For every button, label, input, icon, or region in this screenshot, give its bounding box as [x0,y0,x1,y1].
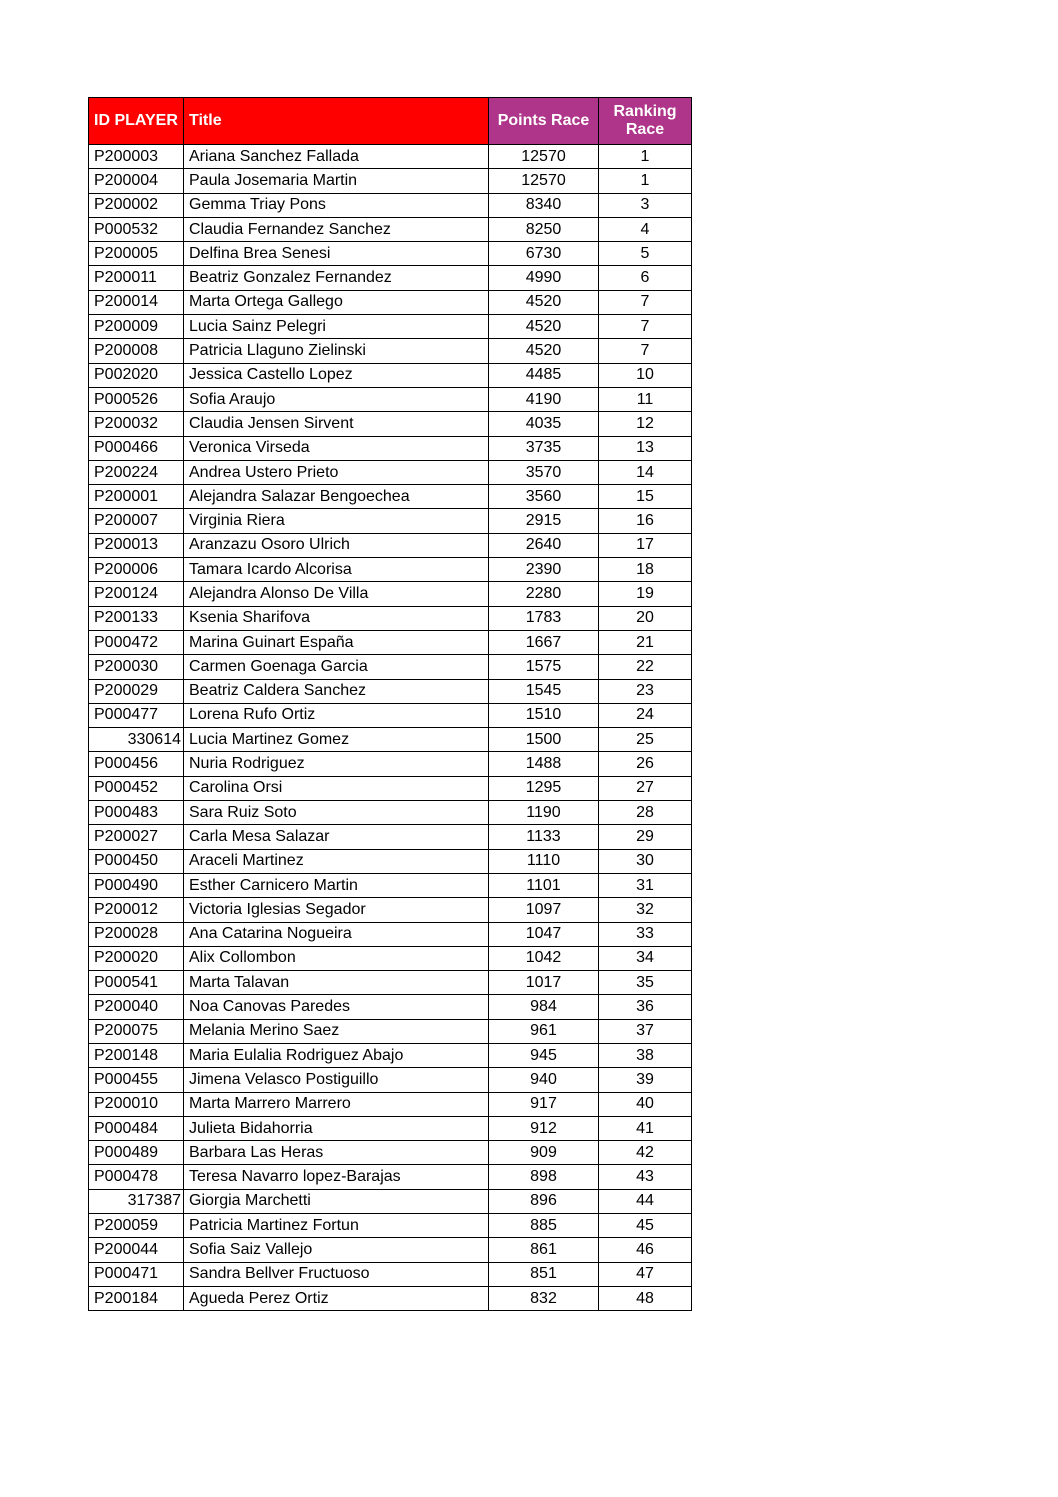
points-cell: 896 [489,1189,599,1213]
ranking-cell: 12 [599,412,692,436]
points-cell: 1017 [489,971,599,995]
header-row [89,98,692,145]
player-id-cell: P000466 [89,436,184,460]
ranking-cell: 41 [599,1116,692,1140]
table-row [89,630,692,654]
points-cell: 12570 [489,145,599,169]
points-cell: 1190 [489,801,599,825]
player-id-cell: P000455 [89,1068,184,1092]
player-name-cell: Veronica Virseda [184,436,489,460]
ranking-cell: 43 [599,1165,692,1189]
points-cell: 3570 [489,460,599,484]
player-id-cell: P000472 [89,630,184,654]
ranking-cell: 11 [599,387,692,411]
ranking-cell: 36 [599,995,692,1019]
table-row [89,922,692,946]
points-cell: 1783 [489,606,599,630]
points-cell: 1295 [489,776,599,800]
table-row [89,825,692,849]
player-name-cell: Melania Merino Saez [184,1019,489,1043]
player-id-cell: P200059 [89,1214,184,1238]
table-row [89,801,692,825]
player-id-cell: P200133 [89,606,184,630]
player-name-cell: Paula Josemaria Martin [184,169,489,193]
player-id-cell: P200001 [89,485,184,509]
player-name-cell: Alejandra Salazar Bengoechea [184,485,489,509]
table-row [89,145,692,169]
player-id-cell: 330614 [89,728,184,752]
player-name-cell: Andrea Ustero Prieto [184,460,489,484]
player-id-cell: P200009 [89,315,184,339]
player-name-cell: Carmen Goenaga Garcia [184,655,489,679]
points-cell: 2915 [489,509,599,533]
player-id-cell: P200003 [89,145,184,169]
player-id-cell: P000483 [89,801,184,825]
table-row [89,971,692,995]
table-row [89,1165,692,1189]
player-name-cell: Agueda Perez Ortiz [184,1286,489,1310]
column-header-id-player: ID PLAYER [89,98,184,145]
player-id-cell: P200040 [89,995,184,1019]
player-name-cell: Delfina Brea Senesi [184,242,489,266]
player-id-cell: P200027 [89,825,184,849]
points-cell: 898 [489,1165,599,1189]
table-row [89,193,692,217]
player-id-cell: P000484 [89,1116,184,1140]
points-cell: 1133 [489,825,599,849]
ranking-cell: 17 [599,533,692,557]
column-header-title: Title [184,98,489,145]
points-cell: 1101 [489,873,599,897]
table-row [89,898,692,922]
ranking-cell: 33 [599,922,692,946]
points-cell: 912 [489,1116,599,1140]
ranking-cell: 25 [599,728,692,752]
ranking-cell: 22 [599,655,692,679]
table-row [89,266,692,290]
ranking-cell: 23 [599,679,692,703]
player-id-cell: P200007 [89,509,184,533]
points-cell: 1110 [489,849,599,873]
ranking-cell: 28 [599,801,692,825]
player-id-cell: P200075 [89,1019,184,1043]
points-cell: 1488 [489,752,599,776]
table-row [89,217,692,241]
player-name-cell: Lucia Sainz Pelegri [184,315,489,339]
player-id-cell: P002020 [89,363,184,387]
ranking-cell: 4 [599,217,692,241]
ranking-cell: 35 [599,971,692,995]
table-row [89,1092,692,1116]
player-id-cell: P200004 [89,169,184,193]
table-row [89,776,692,800]
table-row [89,582,692,606]
player-name-cell: Sofia Saiz Vallejo [184,1238,489,1262]
points-cell: 945 [489,1043,599,1067]
player-name-cell: Virginia Riera [184,509,489,533]
player-name-cell: Ana Catarina Nogueira [184,922,489,946]
ranking-cell: 37 [599,1019,692,1043]
points-cell: 4035 [489,412,599,436]
points-cell: 6730 [489,242,599,266]
ranking-cell: 48 [599,1286,692,1310]
column-header-ranking-race: Ranking Race [599,98,692,145]
ranking-cell: 7 [599,315,692,339]
player-name-cell: Lucia Martinez Gomez [184,728,489,752]
table-row [89,412,692,436]
points-cell: 961 [489,1019,599,1043]
player-id-cell: P200124 [89,582,184,606]
player-id-cell: P200006 [89,558,184,582]
player-name-cell: Julieta Bidahorria [184,1116,489,1140]
ranking-cell: 16 [599,509,692,533]
ranking-cell: 15 [599,485,692,509]
ranking-cell: 1 [599,145,692,169]
points-cell: 1667 [489,630,599,654]
player-name-cell: Tamara Icardo Alcorisa [184,558,489,582]
points-cell: 832 [489,1286,599,1310]
ranking-cell: 21 [599,630,692,654]
points-cell: 1500 [489,728,599,752]
points-cell: 4990 [489,266,599,290]
ranking-cell: 3 [599,193,692,217]
player-name-cell: Sandra Bellver Fructuoso [184,1262,489,1286]
player-name-cell: Alix Collombon [184,946,489,970]
player-name-cell: Marta Talavan [184,971,489,995]
points-cell: 4520 [489,290,599,314]
player-id-cell: P200029 [89,679,184,703]
ranking-cell: 38 [599,1043,692,1067]
player-name-cell: Carla Mesa Salazar [184,825,489,849]
ranking-cell: 7 [599,290,692,314]
ranking-cell: 5 [599,242,692,266]
table-row [89,533,692,557]
table-row [89,849,692,873]
player-name-cell: Jimena Velasco Postiguillo [184,1068,489,1092]
ranking-cell: 24 [599,703,692,727]
player-name-cell: Alejandra Alonso De Villa [184,582,489,606]
player-name-cell: Marta Ortega Gallego [184,290,489,314]
table-row [89,1068,692,1092]
player-id-cell: 317387 [89,1189,184,1213]
player-name-cell: Carolina Orsi [184,776,489,800]
points-cell: 12570 [489,169,599,193]
player-id-cell: P200013 [89,533,184,557]
table-row [89,655,692,679]
table-row [89,679,692,703]
player-name-cell: Patricia Llaguno Zielinski [184,339,489,363]
points-cell: 8340 [489,193,599,217]
points-cell: 1047 [489,922,599,946]
table-row [89,436,692,460]
player-id-cell: P200044 [89,1238,184,1262]
player-name-cell: Ariana Sanchez Fallada [184,145,489,169]
player-name-cell: Marta Marrero Marrero [184,1092,489,1116]
player-id-cell: P000532 [89,217,184,241]
player-id-cell: P200020 [89,946,184,970]
table-row [89,1214,692,1238]
player-name-cell: Giorgia Marchetti [184,1189,489,1213]
player-id-cell: P200011 [89,266,184,290]
player-name-cell: Nuria Rodriguez [184,752,489,776]
table-row [89,995,692,1019]
table-row [89,509,692,533]
table-row [89,1286,692,1310]
player-id-cell: P200002 [89,193,184,217]
points-cell: 3735 [489,436,599,460]
ranking-cell: 46 [599,1238,692,1262]
player-id-cell: P200008 [89,339,184,363]
table-row [89,1262,692,1286]
table-row [89,460,692,484]
ranking-cell: 31 [599,873,692,897]
table-row [89,315,692,339]
player-id-cell: P000477 [89,703,184,727]
player-name-cell: Marina Guinart España [184,630,489,654]
ranking-cell: 29 [599,825,692,849]
player-id-cell: P200014 [89,290,184,314]
player-name-cell: Noa Canovas Paredes [184,995,489,1019]
player-id-cell: P200010 [89,1092,184,1116]
ranking-cell: 44 [599,1189,692,1213]
player-id-cell: P200030 [89,655,184,679]
points-cell: 909 [489,1141,599,1165]
player-id-cell: P000450 [89,849,184,873]
player-name-cell: Ksenia Sharifova [184,606,489,630]
ranking-cell: 14 [599,460,692,484]
points-cell: 4485 [489,363,599,387]
points-cell: 1097 [489,898,599,922]
player-name-cell: Jessica Castello Lopez [184,363,489,387]
table-row [89,169,692,193]
player-name-cell: Sara Ruiz Soto [184,801,489,825]
player-name-cell: Maria Eulalia Rodriguez Abajo [184,1043,489,1067]
player-id-cell: P000452 [89,776,184,800]
player-id-cell: P200224 [89,460,184,484]
player-id-cell: P200032 [89,412,184,436]
table-row [89,703,692,727]
player-name-cell: Aranzazu Osoro Ulrich [184,533,489,557]
ranking-cell: 10 [599,363,692,387]
ranking-cell: 7 [599,339,692,363]
player-name-cell: Patricia Martinez Fortun [184,1214,489,1238]
player-name-cell: Claudia Fernandez Sanchez [184,217,489,241]
table-row [89,558,692,582]
table-row [89,606,692,630]
points-cell: 4520 [489,339,599,363]
table-row [89,387,692,411]
ranking-cell: 40 [599,1092,692,1116]
player-name-cell: Araceli Martinez [184,849,489,873]
ranking-cell: 18 [599,558,692,582]
points-cell: 851 [489,1262,599,1286]
player-name-cell: Beatriz Caldera Sanchez [184,679,489,703]
table-row [89,946,692,970]
table-row [89,1116,692,1140]
points-cell: 8250 [489,217,599,241]
table-row [89,1189,692,1213]
ranking-cell: 13 [599,436,692,460]
player-id-cell: P200148 [89,1043,184,1067]
player-id-cell: P200028 [89,922,184,946]
player-name-cell: Lorena Rufo Ortiz [184,703,489,727]
ranking-cell: 6 [599,266,692,290]
player-name-cell: Gemma Triay Pons [184,193,489,217]
points-cell: 861 [489,1238,599,1262]
table-body [89,145,692,1311]
ranking-cell: 20 [599,606,692,630]
points-cell: 984 [489,995,599,1019]
player-id-cell: P000490 [89,873,184,897]
ranking-cell: 45 [599,1214,692,1238]
player-name-cell: Victoria Iglesias Segador [184,898,489,922]
ranking-cell: 47 [599,1262,692,1286]
player-name-cell: Barbara Las Heras [184,1141,489,1165]
ranking-table [88,97,692,1311]
ranking-cell: 19 [599,582,692,606]
table-row [89,728,692,752]
points-cell: 1042 [489,946,599,970]
points-cell: 885 [489,1214,599,1238]
table-row [89,873,692,897]
table-row [89,1141,692,1165]
player-id-cell: P200184 [89,1286,184,1310]
points-cell: 2390 [489,558,599,582]
table-row [89,1238,692,1262]
table-row [89,290,692,314]
ranking-cell: 32 [599,898,692,922]
points-cell: 1575 [489,655,599,679]
ranking-cell: 27 [599,776,692,800]
table-row [89,752,692,776]
player-id-cell: P200005 [89,242,184,266]
ranking-cell: 30 [599,849,692,873]
player-name-cell: Claudia Jensen Sirvent [184,412,489,436]
points-cell: 2280 [489,582,599,606]
player-name-cell: Esther Carnicero Martin [184,873,489,897]
table-row [89,242,692,266]
table-row [89,1019,692,1043]
points-cell: 4520 [489,315,599,339]
points-cell: 3560 [489,485,599,509]
points-cell: 2640 [489,533,599,557]
player-name-cell: Beatriz Gonzalez Fernandez [184,266,489,290]
player-name-cell: Teresa Navarro lopez-Barajas [184,1165,489,1189]
points-cell: 917 [489,1092,599,1116]
player-id-cell: P000489 [89,1141,184,1165]
ranking-cell: 39 [599,1068,692,1092]
player-id-cell: P200012 [89,898,184,922]
player-id-cell: P000456 [89,752,184,776]
points-cell: 1510 [489,703,599,727]
ranking-cell: 34 [599,946,692,970]
player-id-cell: P000541 [89,971,184,995]
ranking-cell: 26 [599,752,692,776]
column-header-points-race: Points Race [489,98,599,145]
ranking-cell: 1 [599,169,692,193]
points-cell: 1545 [489,679,599,703]
table-row [89,339,692,363]
ranking-cell: 42 [599,1141,692,1165]
player-id-cell: P000478 [89,1165,184,1189]
points-cell: 940 [489,1068,599,1092]
ranking-table-container [88,97,692,1311]
player-id-cell: P000471 [89,1262,184,1286]
player-name-cell: Sofia Araujo [184,387,489,411]
table-row [89,485,692,509]
table-row [89,363,692,387]
player-id-cell: P000526 [89,387,184,411]
table-row [89,1043,692,1067]
points-cell: 4190 [489,387,599,411]
